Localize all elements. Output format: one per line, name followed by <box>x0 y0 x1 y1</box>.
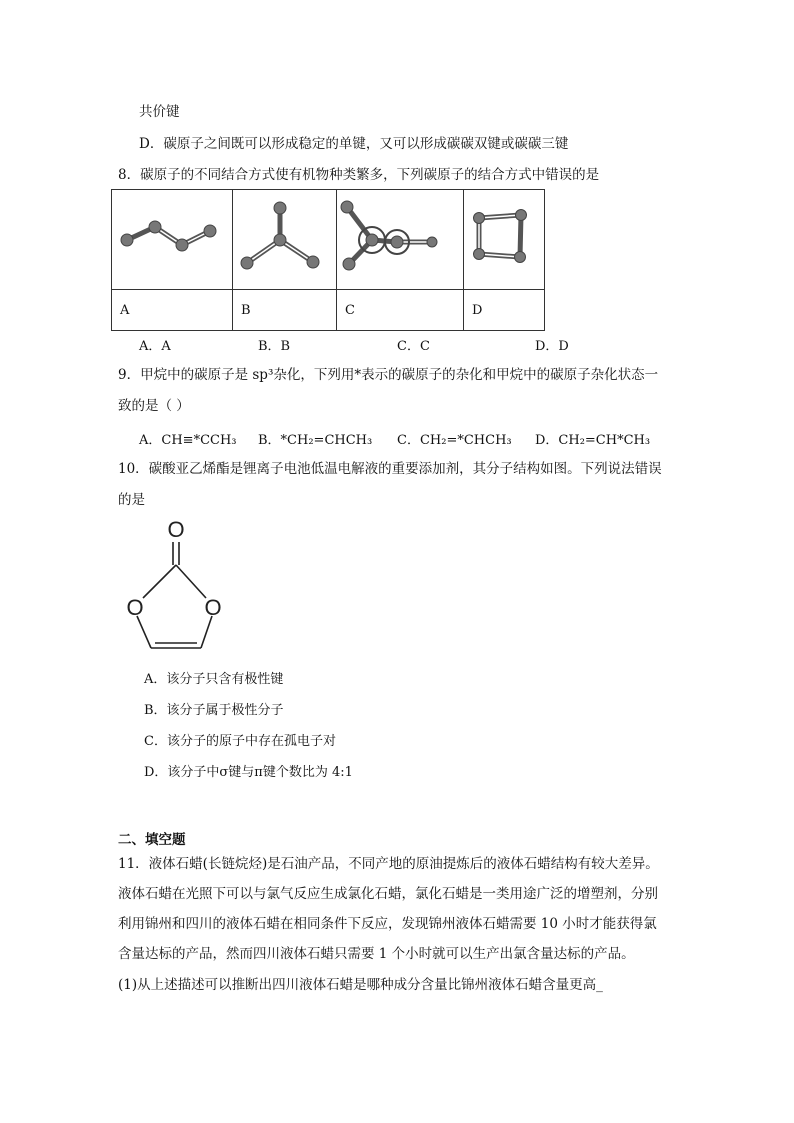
q9-option-c: C．CH₂=*CHCH₃ <box>397 433 512 448</box>
q8-option-b: B．B <box>258 339 291 354</box>
q11-line5: (1)从上述描述可以推断出四川液体石蜡是哪种成分含量比锦州液体石蜡含量更高_ <box>118 977 603 993</box>
atom-o-carbonyl: O <box>167 517 185 542</box>
q8-option-c: C．C <box>397 339 430 354</box>
carbon-atom <box>121 234 133 246</box>
structure-a-chain <box>112 190 232 285</box>
carbon-atom <box>366 234 378 246</box>
carbon-atom <box>474 249 485 260</box>
carbon-atom <box>343 258 355 270</box>
q10-option-a: A．该分子只含有极性键 <box>144 672 284 687</box>
q10-stem-line2: 的是 <box>118 492 145 508</box>
q10-option-b: B．该分子属于极性分子 <box>144 703 284 718</box>
cell-label-a: A <box>112 290 233 331</box>
structure-d-cell <box>464 190 545 290</box>
carbon-atom <box>474 213 485 224</box>
carbon-atom <box>515 252 526 263</box>
carbon-atom <box>241 257 253 269</box>
q8-option-d: D．D <box>535 339 569 354</box>
q9-option-d: D．CH₂=CH*CH₃ <box>535 433 651 448</box>
vinylene-carbonate-structure <box>113 510 243 660</box>
section-title: 二、填空题 <box>118 832 186 848</box>
q9-option-b: B．*CH₂=CHCH₃ <box>258 433 373 448</box>
cell-label-d: D <box>464 290 545 331</box>
q11-line3: 利用锦州和四川的液体石蜡在相同条件下反应，发现锦州液体石蜡需要 10 小时才能获得氯 <box>118 916 657 932</box>
structure-c-cell <box>337 190 464 290</box>
carbon-atom <box>516 210 527 221</box>
carbon-atom <box>176 239 188 251</box>
carbon-atom <box>274 202 286 214</box>
q7-option-d: D．碳原子之间既可以形成稳定的单键，又可以形成碳碳双键或碳碳三键 <box>139 136 569 152</box>
carbon-atom <box>274 234 286 246</box>
carbon-atom <box>204 225 216 237</box>
cell-label-b: B <box>233 290 337 331</box>
structure-d-ring <box>464 190 544 285</box>
q10-option-c: C．该分子的原子中存在孤电子对 <box>144 734 336 749</box>
carbon-atom <box>149 221 161 233</box>
structure-b-cell <box>233 190 337 290</box>
q9-stem-line2: 致的是（ ） <box>118 398 190 414</box>
structure-a-cell <box>112 190 233 290</box>
carbon-atom <box>391 236 403 248</box>
carbon-atom <box>427 237 437 247</box>
cell-label-c: C <box>337 290 464 331</box>
q9-stem-line1: 9．甲烷中的碳原子是 sp³杂化，下列用*表示的碳原子的杂化和甲烷中的碳原子杂化状态一 <box>118 367 659 383</box>
q11-line4: 含量达标的产品，然而四川液体石蜡只需要 1 个小时就可以生产出氯含量达标的产品。 <box>118 946 635 962</box>
carbon-atom <box>341 201 353 213</box>
structure-b-branch <box>233 190 336 285</box>
q11-line2: 液体石蜡在光照下可以与氯气反应生成氯化石蜡，氯化石蜡是一类用途广泛的增塑剂，分别 <box>118 886 658 902</box>
atom-o-right: O <box>204 595 222 620</box>
q10-option-d: D．该分子中σ键与π键个数比为 4:1 <box>144 765 353 780</box>
q8-stem: 8．碳原子的不同结合方式使有机物种类繁多，下列碳原子的结合方式中错误的是 <box>118 167 600 183</box>
q11-line1: 11．液体石蜡(长链烷烃)是石油产品，不同产地的原油提炼后的液体石蜡结构有较大差异。 <box>118 856 659 872</box>
q10-stem-line1: 10．碳酸亚乙烯酯是锂离子电池低温电解液的重要添加剂，其分子结构如图。下列说法错误 <box>118 461 662 477</box>
q9-option-a: A．CH≡*CCH₃ <box>139 433 237 448</box>
q7-continuation: 共价键 <box>139 104 180 120</box>
structure-c-multibond <box>337 190 463 285</box>
q8-structure-table <box>111 189 545 331</box>
atom-o-left: O <box>126 595 144 620</box>
carbon-atom <box>307 256 319 268</box>
q8-option-a: A．A <box>139 339 171 354</box>
